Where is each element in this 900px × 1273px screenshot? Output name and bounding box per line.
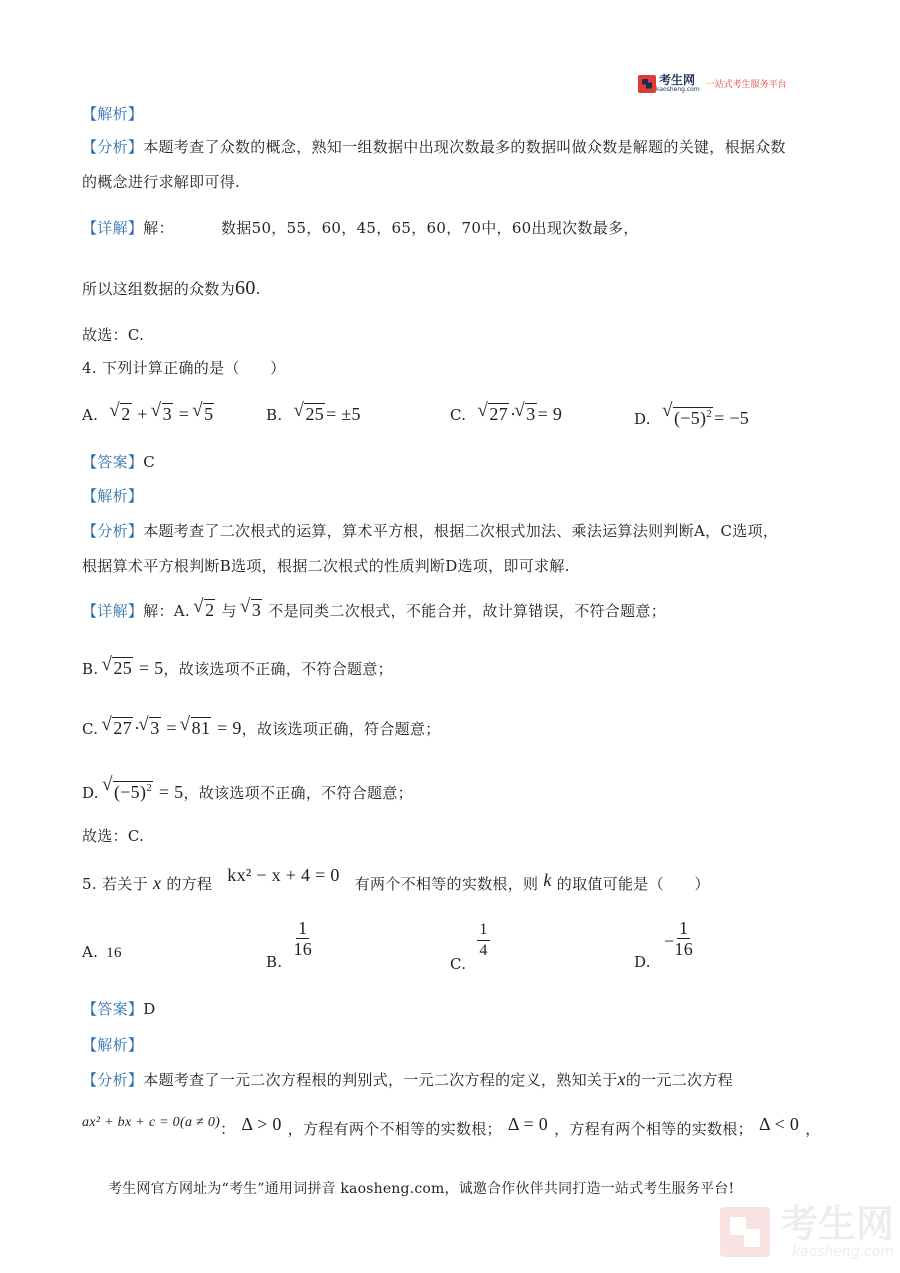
q5-jiexi-tag: 【解析】	[82, 1036, 144, 1054]
kaosheng-logo-icon	[638, 75, 656, 93]
q5-answer-value: D	[143, 1000, 156, 1018]
q5-option-d-sign: −	[663, 930, 675, 951]
watermark-domain: kaosheng.com	[791, 1244, 895, 1260]
q4-fenxi-text1: 本题考查了二次根式的运算，算术平方根，根据二次根式加法、乘法运算法则判断A，C选项，	[143, 522, 779, 540]
q4-detail-c: C. √ 27 ·√ 3 = √ 81 = 9，故该选项正确，符合题意；	[82, 718, 441, 739]
q4-option-c-label: C.	[450, 406, 467, 424]
q5-option-a	[82, 942, 122, 963]
q4-answer-tag: 【答案】	[82, 453, 144, 471]
q5-fenxi-line2	[82, 1114, 821, 1141]
q4-detail-c-sqrt3: √ 3	[140, 718, 160, 738]
q4-a-eq: =	[178, 404, 190, 424]
q5-fenxi-d3: Δ < 0	[758, 1114, 800, 1134]
q4-option-b	[266, 404, 361, 425]
q4-answer	[82, 452, 155, 472]
q4-detail-d	[82, 778, 413, 803]
q5-fenxi-t1: ，方程有两个不相等的实数根；	[287, 1120, 502, 1138]
q4-b-sqrt: √ 25	[295, 404, 325, 424]
q3-fenxi-text1: 本题考查了众数的概念，熟知一组数据中出现次数最多的数据叫做众数是解题的关键，根据众数	[143, 138, 786, 156]
q5-option-a-value: 16	[106, 945, 122, 961]
kaosheng-watermark	[716, 1203, 894, 1261]
q4-c-sqrt2: √ 3	[516, 404, 536, 424]
q3-xiangjie-body	[221, 218, 639, 238]
q4-option-d-label: D.	[634, 410, 651, 428]
q5-stem	[82, 865, 710, 894]
q4-b-rest: = ±5	[326, 404, 361, 424]
q4-stem: 4. 下列计算正确的是（ ）	[82, 359, 286, 377]
q5-option-b-label: B.	[266, 952, 283, 971]
q5-fenxi-d2: Δ = 0	[507, 1114, 549, 1134]
q5-option-b-frac: $\frac{1}{16}$	[293, 918, 313, 959]
q4-a-sqrt1: √ 2	[111, 404, 131, 424]
q5-stem-mid: 的方程	[161, 875, 218, 893]
logo-domain: kaosheng.com	[656, 86, 700, 93]
q5-fenxi-var: x	[617, 1069, 626, 1089]
q4-c-sqrt1: √ 27	[479, 404, 509, 424]
q5-fenxi-post: 的一元二次方程	[625, 1071, 733, 1089]
q4-detail-a-post: 不是同类二次根式，不能合并，故计算错误，不符合题意；	[263, 602, 667, 620]
q5-option-d-label: D.	[634, 952, 651, 971]
q5-option-d	[634, 918, 694, 971]
q4-detail-b-post: ，故该选项不正确，不符合题意；	[163, 660, 393, 678]
q4-c-dot: ·	[510, 404, 517, 424]
q4-detail-a-sqrt2: √ 2	[195, 600, 215, 620]
q3-conclusion-val: 60	[235, 277, 256, 299]
q4-fenxi-line2: 根据算术平方根判断B选项，根据二次根式的性质判断D选项，即可求解.	[82, 557, 570, 575]
q5-fenxi-s1: ：	[220, 1120, 236, 1138]
q3-xiangjie-mid: 中，	[481, 219, 512, 237]
q4-option-b-label: B.	[266, 406, 283, 424]
q4-detail-b-sqrt: √ 25	[103, 658, 133, 678]
q5-option-a-label: A.	[82, 943, 99, 961]
q4-detail-a-pre: 解：A.	[143, 602, 196, 620]
q4-detail-c-post: ，故该选项正确，符合题意；	[241, 720, 441, 738]
q5-option-c-label: C.	[450, 954, 467, 973]
q3-guxuan: 故选：C.	[82, 326, 145, 344]
logo-name: 考生网	[659, 73, 696, 87]
q5-stem-post: 有两个不相等的实数根，则	[349, 875, 544, 893]
q4-detail-c-eq: = 9	[212, 718, 242, 738]
watermark-name: 考生网	[780, 1202, 895, 1246]
watermark-logo-icon	[716, 1203, 774, 1261]
q5-fenxi-d1: Δ > 0	[241, 1114, 282, 1134]
q4-d-sqrt: √ $(-5)^2$	[664, 404, 713, 428]
logo-slogan: 一站式考生服务平台	[705, 80, 787, 90]
q5-option-b	[266, 918, 313, 971]
q5-fenxi-t2: ，方程有两个相等的实数根；	[554, 1120, 753, 1138]
q3-fenxi-line1	[82, 137, 786, 157]
q5-answer-tag: 【答案】	[82, 1000, 144, 1018]
q4-option-a-label: A.	[82, 406, 99, 424]
q3-xiangjie-tag: 【详解】	[82, 219, 144, 237]
q5-stem-eq: kx² − x + 4 = 0	[227, 865, 340, 885]
q3-jiexi-tag: 【解析】	[82, 105, 144, 123]
q5-fenxi-line1	[82, 1069, 733, 1090]
q4-guxuan: 故选：C.	[82, 827, 145, 845]
q5-option-c	[450, 920, 490, 973]
q4-option-c	[450, 404, 562, 425]
q3-mode-value: 60	[511, 219, 532, 237]
q3-xiangjie-text: 数据	[221, 219, 252, 237]
q3-xiangjie-end: 出现次数最多，	[531, 219, 639, 237]
q5-option-d-frac: $\frac{1}{16}$	[674, 918, 694, 959]
q5-fenxi-eq: ax² + bx + c = 0(a ≠ 0)	[82, 1115, 221, 1130]
q4-detail-d-sqrt: √ $(-5)^2$	[104, 778, 153, 802]
q4-detail-d-post: ，故该选项不正确，不符合题意；	[183, 784, 413, 802]
q3-conclusion-end: .	[255, 280, 261, 298]
q4-a-plus: +	[137, 404, 148, 424]
q4-detail-d-label: D.	[82, 784, 104, 802]
q4-detail-d-eq: = 5	[154, 782, 184, 802]
q5-stem-k: k	[543, 870, 552, 890]
q4-option-d	[634, 404, 749, 429]
q4-detail-c-sqrt27: √ 27	[103, 718, 133, 738]
q4-option-a	[82, 404, 215, 425]
q3-xiangjie-line	[82, 218, 174, 238]
q5-stem-var: x	[152, 873, 162, 893]
q4-d-rest: = −5	[714, 408, 750, 428]
q5-fenxi-pre: 本题考查了一元二次方程根的判别式，一元二次方程的定义，熟知关于	[143, 1071, 618, 1089]
q4-detail-b-eq: = 5	[134, 658, 164, 678]
q4-fenxi-line1	[82, 521, 778, 541]
q4-a-sqrt2: √ 3	[153, 404, 173, 424]
q5-stem-pre: 5. 若关于	[82, 875, 153, 893]
q4-answer-value: C	[143, 453, 155, 471]
q3-fenxi-tag: 【分析】	[82, 138, 144, 156]
q4-detail-c-label: C.	[82, 720, 104, 738]
q3-conclusion-pre: 所以这组数据的众数为	[82, 280, 236, 298]
q4-detail-a	[82, 600, 666, 621]
q4-a-sqrt3: √ 5	[194, 404, 214, 424]
q3-conclusion	[82, 278, 261, 299]
q4-xiangjie-tag: 【详解】	[82, 602, 144, 620]
q4-fenxi-tag: 【分析】	[82, 522, 144, 540]
q4-detail-b-label: B.	[82, 660, 104, 678]
q5-stem-end: 的取值可能是（ ）	[551, 875, 710, 893]
q3-fenxi-line2: 的概念进行求解即可得.	[82, 173, 241, 191]
footer-text: 考生网官方网址为“考生”通用词拼音 kaosheng.com，诚邀合作伙伴共同打造一站式考生服务平台!	[108, 1181, 735, 1197]
q5-fenxi-t3: ，	[805, 1120, 821, 1138]
q3-data-values: 50，55，60，45，65，60，70	[251, 219, 482, 237]
q4-detail-b	[82, 658, 393, 679]
header-logo	[638, 74, 787, 93]
q5-option-c-frac: $\frac{1}{4}$	[479, 921, 488, 959]
q4-detail-c-sqrt81: √ 81	[182, 718, 212, 738]
q4-detail-a-mid: 与	[216, 602, 242, 620]
q5-fenxi-tag: 【分析】	[82, 1071, 144, 1089]
q4-detail-a-sqrt3: √ 3	[242, 600, 262, 620]
q4-jiexi-tag: 【解析】	[82, 487, 144, 505]
q4-c-rest: = 9	[537, 404, 563, 424]
q3-xiangjie-jie: 解：	[143, 219, 174, 237]
q5-answer	[82, 999, 156, 1019]
